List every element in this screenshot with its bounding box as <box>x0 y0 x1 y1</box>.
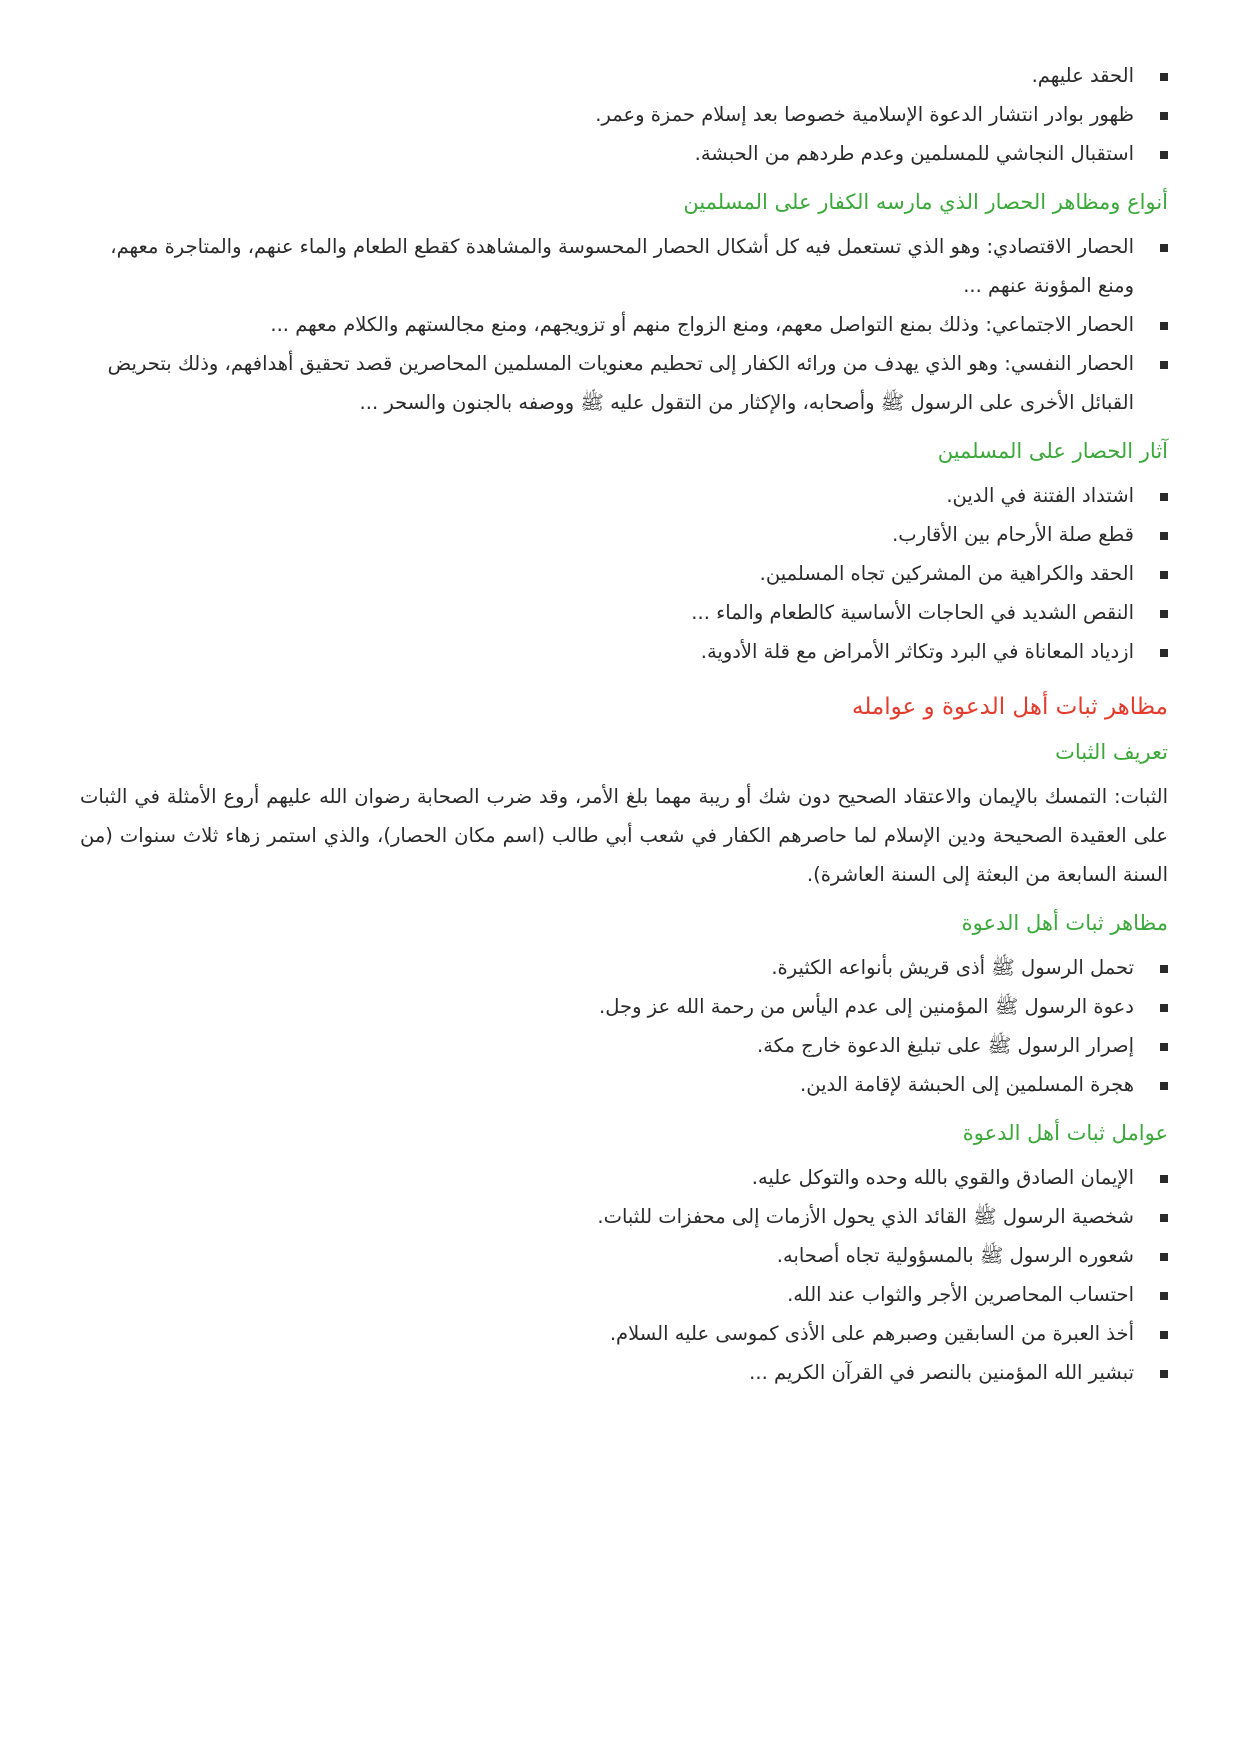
bullet-square-icon <box>1160 244 1168 252</box>
list-item-text: دعوة الرسول ﷺ المؤمنين إلى عدم اليأس من رحمة الله عز وجل. <box>599 995 1134 1018</box>
bullet-square-icon <box>1160 1370 1168 1378</box>
list-item <box>80 95 1168 134</box>
siege-types-heading: أنواع ومظاهر الحصار الذي مارسه الكفار على المسلمين <box>683 190 1168 214</box>
list-item <box>80 1197 1168 1236</box>
bullet-square-icon <box>1160 1175 1168 1183</box>
list-item-text: اشتداد الفتنة في الدين. <box>946 484 1134 507</box>
siege-effects-list <box>80 476 1168 671</box>
bullet-square-icon <box>1160 73 1168 81</box>
manifestations-list <box>80 948 1168 1104</box>
list-item-text: الحقد عليهم. <box>1031 64 1134 87</box>
list-item-text: الإيمان الصادق والقوي بالله وحده والتوكل عليه. <box>751 1166 1134 1189</box>
list-item-text: شخصية الرسول ﷺ القائد الذي يحول الأزمات إلى محفزات للثبات. <box>597 1205 1134 1228</box>
definition-heading: تعريف الثبات <box>1055 740 1168 764</box>
bullet-square-icon <box>1160 1214 1168 1222</box>
bullet-square-icon <box>1160 1331 1168 1339</box>
bullet-square-icon <box>1160 361 1168 369</box>
bullet-square-icon <box>1160 1253 1168 1261</box>
bullet-square-icon <box>1160 151 1168 159</box>
bullet-square-icon <box>1160 1082 1168 1090</box>
list-item <box>80 56 1168 95</box>
list-item-text: احتساب المحاصرين الأجر والثواب عند الله. <box>787 1283 1134 1306</box>
bullet-square-icon <box>1160 965 1168 973</box>
bullet-square-icon <box>1160 112 1168 120</box>
list-item <box>80 1314 1168 1353</box>
list-item-text: ظهور بوادر انتشار الدعوة الإسلامية خصوصا بعد إسلام حمزة وعمر. <box>595 103 1134 126</box>
bullet-square-icon <box>1160 493 1168 501</box>
list-item <box>80 948 1168 987</box>
list-item-text: الحصار النفسي: وهو الذي يهدف من ورائه الكفار إلى تحطيم معنويات المسلمين المحاصرين قصد تحقيق أهدافهم، وذلك بتحريض القبائل الأخرى على الرسول ﷺ وأصحابه، والإكثار من التقول عليه ﷺ ووصفه بالجنون والسحر ... <box>107 352 1134 414</box>
siege-types-list <box>80 227 1168 422</box>
list-item-text: تبشير الله المؤمنين بالنصر في القرآن الكريم ... <box>749 1361 1134 1384</box>
list-item <box>80 344 1168 422</box>
list-item <box>80 632 1168 671</box>
list-item <box>80 476 1168 515</box>
list-item <box>80 134 1168 173</box>
list-item <box>80 593 1168 632</box>
list-item <box>80 1236 1168 1275</box>
list-item <box>80 515 1168 554</box>
top-list <box>80 56 1168 173</box>
list-item-text: هجرة المسلمين إلى الحبشة لإقامة الدين. <box>800 1073 1134 1096</box>
bullet-square-icon <box>1160 610 1168 618</box>
section-title: مظاهر ثبات أهل الدعوة و عوامله <box>851 694 1168 720</box>
list-item-text: قطع صلة الأرحام بين الأقارب. <box>892 523 1134 546</box>
factors-list <box>80 1158 1168 1392</box>
list-item <box>80 1026 1168 1065</box>
list-item-text: الحصار الاقتصادي: وهو الذي تستعمل فيه كل أشكال الحصار المحسوسة والمشاهدة كقطع الطعام والماء عنهم، والمتاجرة معهم، ومنع المؤونة عنهم ... <box>110 235 1134 297</box>
list-item-text: استقبال النجاشي للمسلمين وعدم طردهم من الحبشة. <box>694 142 1134 165</box>
bullet-square-icon <box>1160 322 1168 330</box>
siege-effects-heading: آثار الحصار على المسلمين <box>937 439 1168 463</box>
list-item-text: شعوره الرسول ﷺ بالمسؤولية تجاه أصحابه. <box>776 1244 1134 1267</box>
factors-heading: عوامل ثبات أهل الدعوة <box>962 1121 1168 1145</box>
list-item-text: الحصار الاجتماعي: وذلك بمنع التواصل معهم، ومنع الزواج منهم أو تزويجهم، ومنع مجالستهم والكلام معهم ... <box>270 313 1134 336</box>
list-item <box>80 1158 1168 1197</box>
list-item-text: تحمل الرسول ﷺ أذى قريش بأنواعه الكثيرة. <box>771 956 1134 979</box>
manifestations-heading: مظاهر ثبات أهل الدعوة <box>961 911 1168 935</box>
list-item-text: النقص الشديد في الحاجات الأساسية كالطعام والماء ... <box>691 601 1134 624</box>
bullet-square-icon <box>1160 649 1168 657</box>
bullet-square-icon <box>1160 532 1168 540</box>
bullet-square-icon <box>1160 1043 1168 1051</box>
list-item <box>80 987 1168 1026</box>
bullet-square-icon <box>1160 571 1168 579</box>
list-item <box>80 1275 1168 1314</box>
list-item-text: إصرار الرسول ﷺ على تبليغ الدعوة خارج مكة. <box>757 1034 1134 1057</box>
list-item-text: الحقد والكراهية من المشركين تجاه المسلمين. <box>759 562 1134 585</box>
bullet-square-icon <box>1160 1292 1168 1300</box>
bullet-square-icon <box>1160 1004 1168 1012</box>
list-item <box>80 554 1168 593</box>
list-item <box>80 1353 1168 1392</box>
list-item <box>80 1065 1168 1104</box>
definition-paragraph: الثبات: التمسك بالإيمان والاعتقاد الصحيح دون شك أو ريبة مهما بلغ الأمر، وقد ضرب الصحابة رضوان الله عليهم أروع الأمثلة في الثبات على العقيدة الصحيحة ودين الإسلام لما حاصرهم الكفار في شعب أبي طالب (اسم مكان الحصار)، والذي استمر زهاء ثلاث سنوات (من السنة السابعة من البعثة إلى السنة العاشرة). <box>80 785 1168 886</box>
list-item-text: أخذ العبرة من السابقين وصبرهم على الأذى كموسى عليه السلام. <box>609 1322 1134 1345</box>
list-item <box>80 305 1168 344</box>
list-item-text: ازدياد المعاناة في البرد وتكاثر الأمراض مع قلة الأدوية. <box>700 640 1134 663</box>
list-item <box>80 227 1168 305</box>
